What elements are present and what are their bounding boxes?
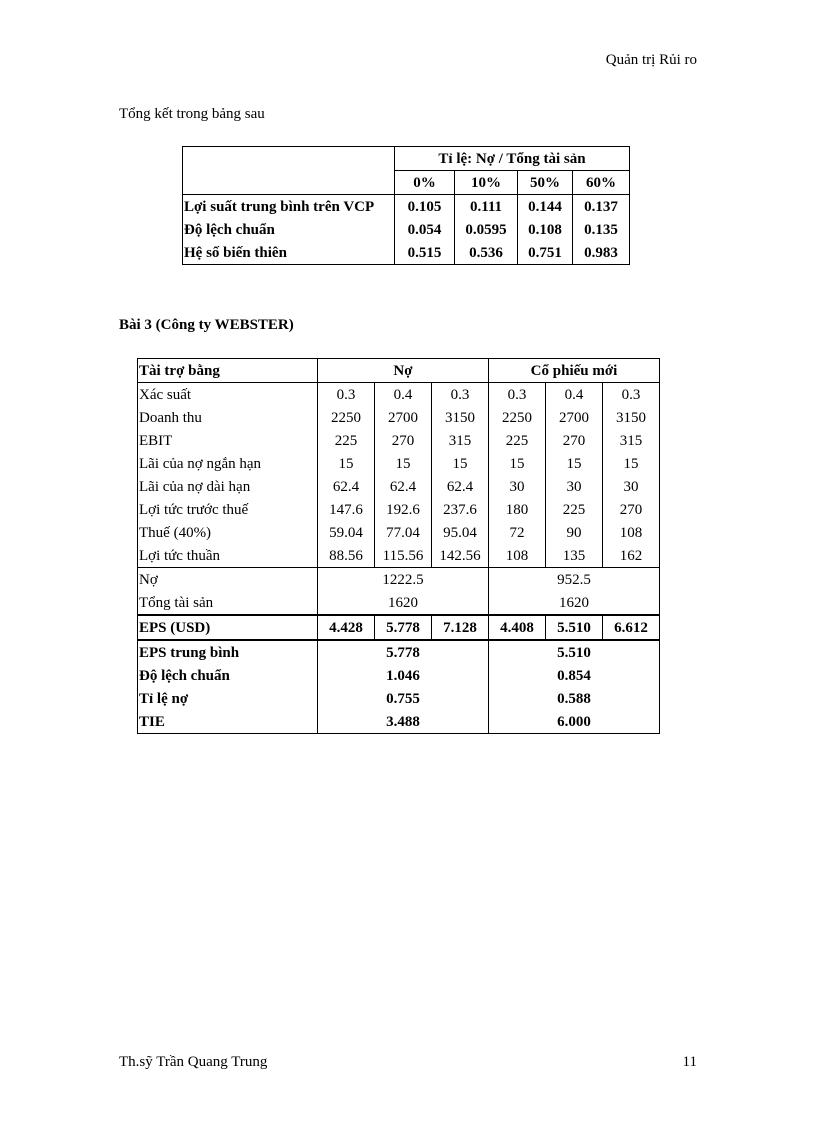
table-cell: 225 — [318, 429, 375, 452]
table-cell: 0.3 — [603, 383, 660, 407]
table2-header-label: Tài trợ bằng — [138, 359, 318, 383]
table2-header-equity: Cổ phiếu mới — [489, 359, 660, 383]
table-cell: 72 — [489, 521, 546, 544]
table-cell: 59.04 — [318, 521, 375, 544]
row-label: Tổng tài sản — [138, 591, 318, 615]
table-row — [138, 498, 660, 521]
table-cell: 15 — [375, 452, 432, 475]
table-row — [138, 452, 660, 475]
table1-group-header: Tỉ lệ: Nợ / Tổng tài sản — [395, 147, 630, 171]
table-cell: 135 — [546, 544, 603, 568]
table-cell: 5.510 — [489, 640, 660, 664]
table-cell: 0.135 — [573, 218, 630, 241]
table1-column-header: 10% — [455, 171, 518, 195]
table-cell: 15 — [603, 452, 660, 475]
row-label: Lợi tức thuần — [138, 544, 318, 568]
table-cell: 30 — [546, 475, 603, 498]
table-cell: 62.4 — [318, 475, 375, 498]
page-number: 11 — [682, 1054, 697, 1070]
table-cell: 270 — [546, 429, 603, 452]
table-cell: 142.56 — [432, 544, 489, 568]
footer-author: Th.sỹ Trần Quang Trung — [119, 1054, 268, 1070]
table-cell: 0.144 — [518, 195, 573, 219]
table-cell: 0.4 — [375, 383, 432, 407]
table-cell: 0.515 — [395, 241, 455, 265]
table-cell: 270 — [603, 498, 660, 521]
table-row — [183, 218, 630, 241]
table-cell: 0.4 — [546, 383, 603, 407]
table-row — [138, 406, 660, 429]
table-cell: 5.510 — [546, 615, 603, 640]
table-cell: 6.000 — [489, 710, 660, 734]
row-label: EPS trung bình — [138, 640, 318, 664]
table-cell: 0.137 — [573, 195, 630, 219]
table-cell: 15 — [432, 452, 489, 475]
table-cell: 952.5 — [489, 568, 660, 592]
row-label: Hệ số biến thiên — [183, 241, 395, 265]
table-cell: 3150 — [603, 406, 660, 429]
intro-text: Tổng kết trong bảng sau — [119, 106, 265, 122]
table-cell: 88.56 — [318, 544, 375, 568]
table-row — [183, 241, 630, 265]
table-cell: 62.4 — [375, 475, 432, 498]
table-row — [138, 568, 660, 592]
table-cell: 5.778 — [318, 640, 489, 664]
table-cell: 0.105 — [395, 195, 455, 219]
row-label: Lợi tức trước thuế — [138, 498, 318, 521]
table-cell: 0.755 — [318, 687, 489, 710]
table-cell: 0.751 — [518, 241, 573, 265]
table1-corner-cell — [183, 147, 395, 171]
table-cell: 3.488 — [318, 710, 489, 734]
table-cell: 1.046 — [318, 664, 489, 687]
table-cell: 5.778 — [375, 615, 432, 640]
table-cell: 0.854 — [489, 664, 660, 687]
row-label: TIE — [138, 710, 318, 734]
table-cell: 115.56 — [375, 544, 432, 568]
table-cell: 108 — [489, 544, 546, 568]
table-cell: 3150 — [432, 406, 489, 429]
table-row — [138, 383, 660, 407]
table1-column-header: 60% — [573, 171, 630, 195]
table-cell: 0.983 — [573, 241, 630, 265]
table-cell: 77.04 — [375, 521, 432, 544]
table-cell: 0.054 — [395, 218, 455, 241]
table-cell: 2700 — [546, 406, 603, 429]
table-cell: 0.108 — [518, 218, 573, 241]
table-cell: 1620 — [318, 591, 489, 615]
row-label: EPS (USD) — [138, 615, 318, 640]
table-cell: 6.612 — [603, 615, 660, 640]
table-cell: 192.6 — [375, 498, 432, 521]
table-row — [138, 710, 660, 734]
table-cell: 225 — [489, 429, 546, 452]
table-cell: 162 — [603, 544, 660, 568]
webster-financing-table — [137, 358, 660, 734]
section-title: Bài 3 (Công ty WEBSTER) — [119, 317, 294, 333]
table-cell: 2250 — [318, 406, 375, 429]
table1-column-header: 50% — [518, 171, 573, 195]
running-header: Quản trị Rủi ro — [605, 52, 697, 68]
table-cell: 30 — [603, 475, 660, 498]
row-label: Độ lệch chuẩn — [138, 664, 318, 687]
row-label: Tỉ lệ nợ — [138, 687, 318, 710]
table-cell: 15 — [546, 452, 603, 475]
row-label: Thuế (40%) — [138, 521, 318, 544]
table-cell: 0.111 — [455, 195, 518, 219]
eps-row — [138, 615, 660, 640]
table-cell: 0.588 — [489, 687, 660, 710]
table-row — [138, 664, 660, 687]
table-cell: 15 — [489, 452, 546, 475]
table2-header-debt: Nợ — [318, 359, 489, 383]
table-cell: 15 — [318, 452, 375, 475]
row-label: Độ lệch chuẩn — [183, 218, 395, 241]
table1-column-header: 0% — [395, 171, 455, 195]
table-cell: 0.3 — [432, 383, 489, 407]
table-cell: 1222.5 — [318, 568, 489, 592]
debt-ratio-summary-table — [182, 146, 630, 265]
row-label: Doanh thu — [138, 406, 318, 429]
table-row — [138, 521, 660, 544]
table-row — [183, 195, 630, 219]
row-label: EBIT — [138, 429, 318, 452]
table-cell: 90 — [546, 521, 603, 544]
table-cell: 2700 — [375, 406, 432, 429]
table-cell: 180 — [489, 498, 546, 521]
table-row — [138, 475, 660, 498]
table-row — [138, 591, 660, 615]
table-cell: 0.536 — [455, 241, 518, 265]
table-cell: 108 — [603, 521, 660, 544]
table-row — [138, 544, 660, 568]
table-cell: 315 — [432, 429, 489, 452]
table-cell: 95.04 — [432, 521, 489, 544]
table-cell: 237.6 — [432, 498, 489, 521]
table-cell: 0.3 — [489, 383, 546, 407]
row-label: Lợi suất trung bình trên VCP — [183, 195, 395, 219]
table-cell: 270 — [375, 429, 432, 452]
table-cell: 315 — [603, 429, 660, 452]
table-cell: 0.0595 — [455, 218, 518, 241]
table-cell: 2250 — [489, 406, 546, 429]
table-row — [138, 687, 660, 710]
row-label: Lãi của nợ dài hạn — [138, 475, 318, 498]
row-label: Nợ — [138, 568, 318, 592]
table-cell: 30 — [489, 475, 546, 498]
table-cell: 1620 — [489, 591, 660, 615]
table-cell: 7.128 — [432, 615, 489, 640]
table-row — [138, 640, 660, 664]
table-row — [138, 429, 660, 452]
table-cell: 147.6 — [318, 498, 375, 521]
table-cell: 62.4 — [432, 475, 489, 498]
table-cell: 4.408 — [489, 615, 546, 640]
table-cell: 0.3 — [318, 383, 375, 407]
table-cell: 225 — [546, 498, 603, 521]
table-cell: 4.428 — [318, 615, 375, 640]
row-label: Xác suất — [138, 383, 318, 407]
row-label: Lãi của nợ ngắn hạn — [138, 452, 318, 475]
